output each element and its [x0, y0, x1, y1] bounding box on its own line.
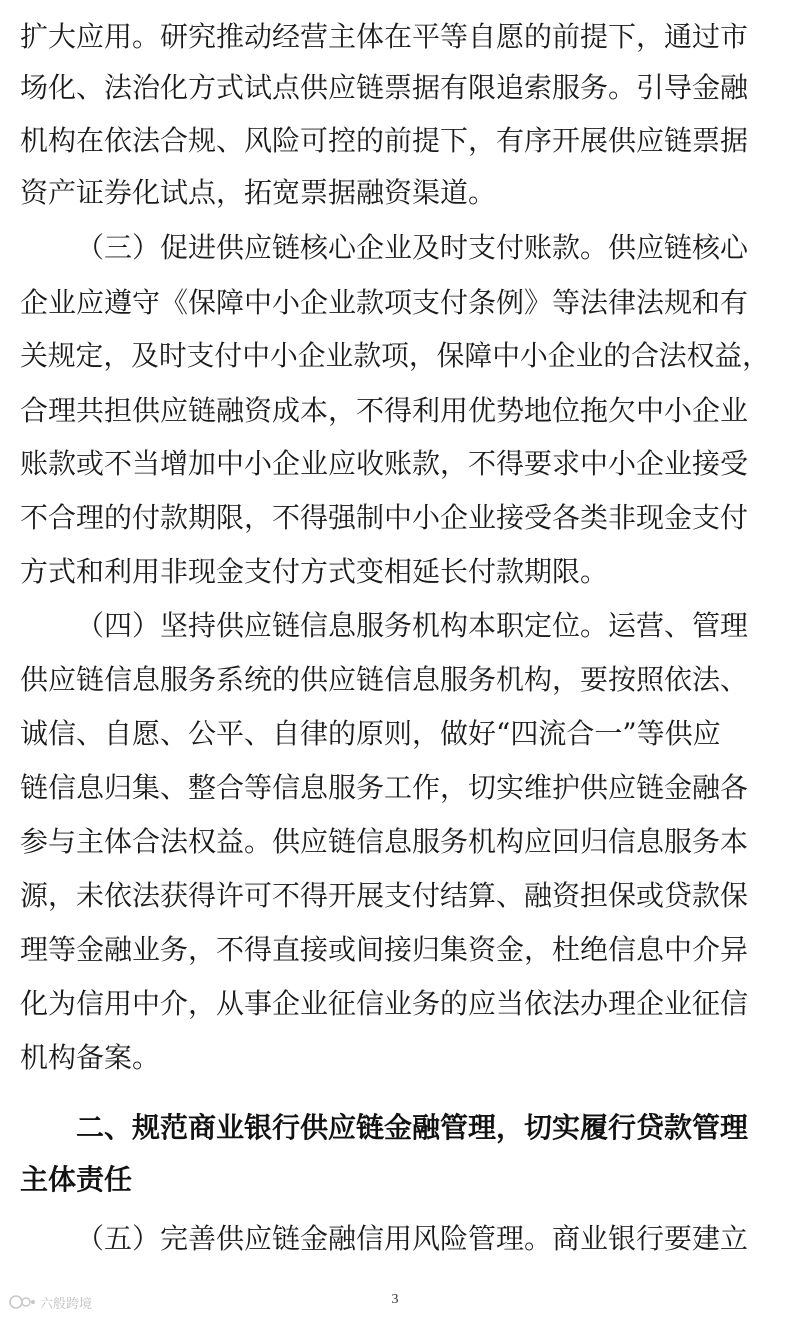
text-line-9 [0, 444, 785, 484]
section-heading-line-2 [0, 1160, 785, 1200]
watermark-logo-icon [8, 1294, 36, 1310]
text-line-8-content: 合理共担供应链融资成本，不得利用优势地位拖欠中小企业 [20, 394, 749, 427]
text-line-15-content: 链信息归集、整合等信息服务工作，切实维护供应链金融各 [20, 771, 749, 804]
text-line-14 [0, 714, 785, 754]
text-line-5-content: （三）促进供应链核心企业及时支付账款。供应链核心 [76, 231, 749, 264]
text-line-13 [0, 660, 785, 700]
text-line-1 [0, 17, 785, 57]
section-heading-line-1-content: 二、规范商业银行供应链金融管理，切实履行贷款管理 [76, 1111, 749, 1144]
text-line-16-content: 参与主体合法权益。供应链信息服务机构应回归信息服务本 [20, 825, 749, 858]
text-line-11-content: 方式和利用非现金支付方式变相延长付款期限。 [20, 555, 609, 588]
text-line-19 [0, 984, 785, 1024]
text-line-19-content: 化为信用中介，从事企业征信业务的应当依法办理企业征信 [20, 987, 749, 1020]
text-line-15 [0, 768, 785, 808]
text-line-14-content: 诚信、自愿、公平、自律的原则，做好“四流合一”等供应 [20, 717, 721, 750]
text-line-3 [0, 121, 785, 161]
text-line-6-content: 企业应遵守《保障中小企业款项支付条例》等法律法规和有 [20, 286, 749, 319]
text-line-18 [0, 930, 785, 970]
text-line-12 [0, 606, 785, 646]
watermark-text: 六般跨境 [40, 1296, 93, 1312]
text-line-16 [0, 822, 785, 862]
text-line-7-content: 关规定，及时支付中小企业款项，保障中小企业的合法权益， [20, 339, 770, 372]
text-line-17 [0, 876, 785, 916]
text-line-13-content: 供应链信息服务系统的供应链信息服务机构，要按照依法、 [20, 663, 749, 696]
text-line-20 [0, 1038, 785, 1078]
section-heading-line-2-content: 主体责任 [20, 1163, 133, 1196]
text-line-2-content: 场化、法治化方式试点供应链票据有限追索服务。引导金融 [20, 71, 749, 104]
text-line-10 [0, 498, 785, 538]
text-line-3-content: 机构在依法合规、风险可控的前提下，有序开展供应链票据 [20, 124, 749, 157]
text-line-23 [0, 1219, 785, 1259]
section-heading-line-1 [0, 1108, 785, 1148]
text-line-20-content: 机构备案。 [20, 1041, 161, 1074]
page-number: 3 [391, 1292, 399, 1307]
text-line-4 [0, 173, 785, 213]
watermark [8, 1292, 92, 1312]
text-line-4-content: 资产证券化试点，拓宽票据融资渠道。 [20, 176, 497, 209]
text-line-7 [0, 336, 785, 376]
text-line-6 [0, 283, 785, 323]
text-line-8 [0, 391, 785, 431]
text-line-9-content: 账款或不当增加中小企业应收账款，不得要求中小企业接受 [20, 447, 749, 480]
text-line-12-content: （四）坚持供应链信息服务机构本职定位。运营、管理 [76, 609, 749, 642]
text-line-18-content: 理等金融业务，不得直接或间接归集资金，杜绝信息中介异 [20, 933, 749, 966]
text-line-17-content: 源，未依法获得许可不得开展支付结算、融资担保或贷款保 [20, 879, 749, 912]
text-line-2 [0, 68, 785, 108]
text-line-10-content: 不合理的付款期限，不得强制中小企业接受各类非现金支付 [20, 501, 749, 534]
text-line-11 [0, 552, 785, 592]
text-line-23-content: （五）完善供应链金融信用风险管理。商业银行要建立 [76, 1222, 749, 1255]
text-line-1-content: 扩大应用。研究推动经营主体在平等自愿的前提下，通过市 [20, 20, 749, 53]
text-line-5 [0, 228, 785, 268]
